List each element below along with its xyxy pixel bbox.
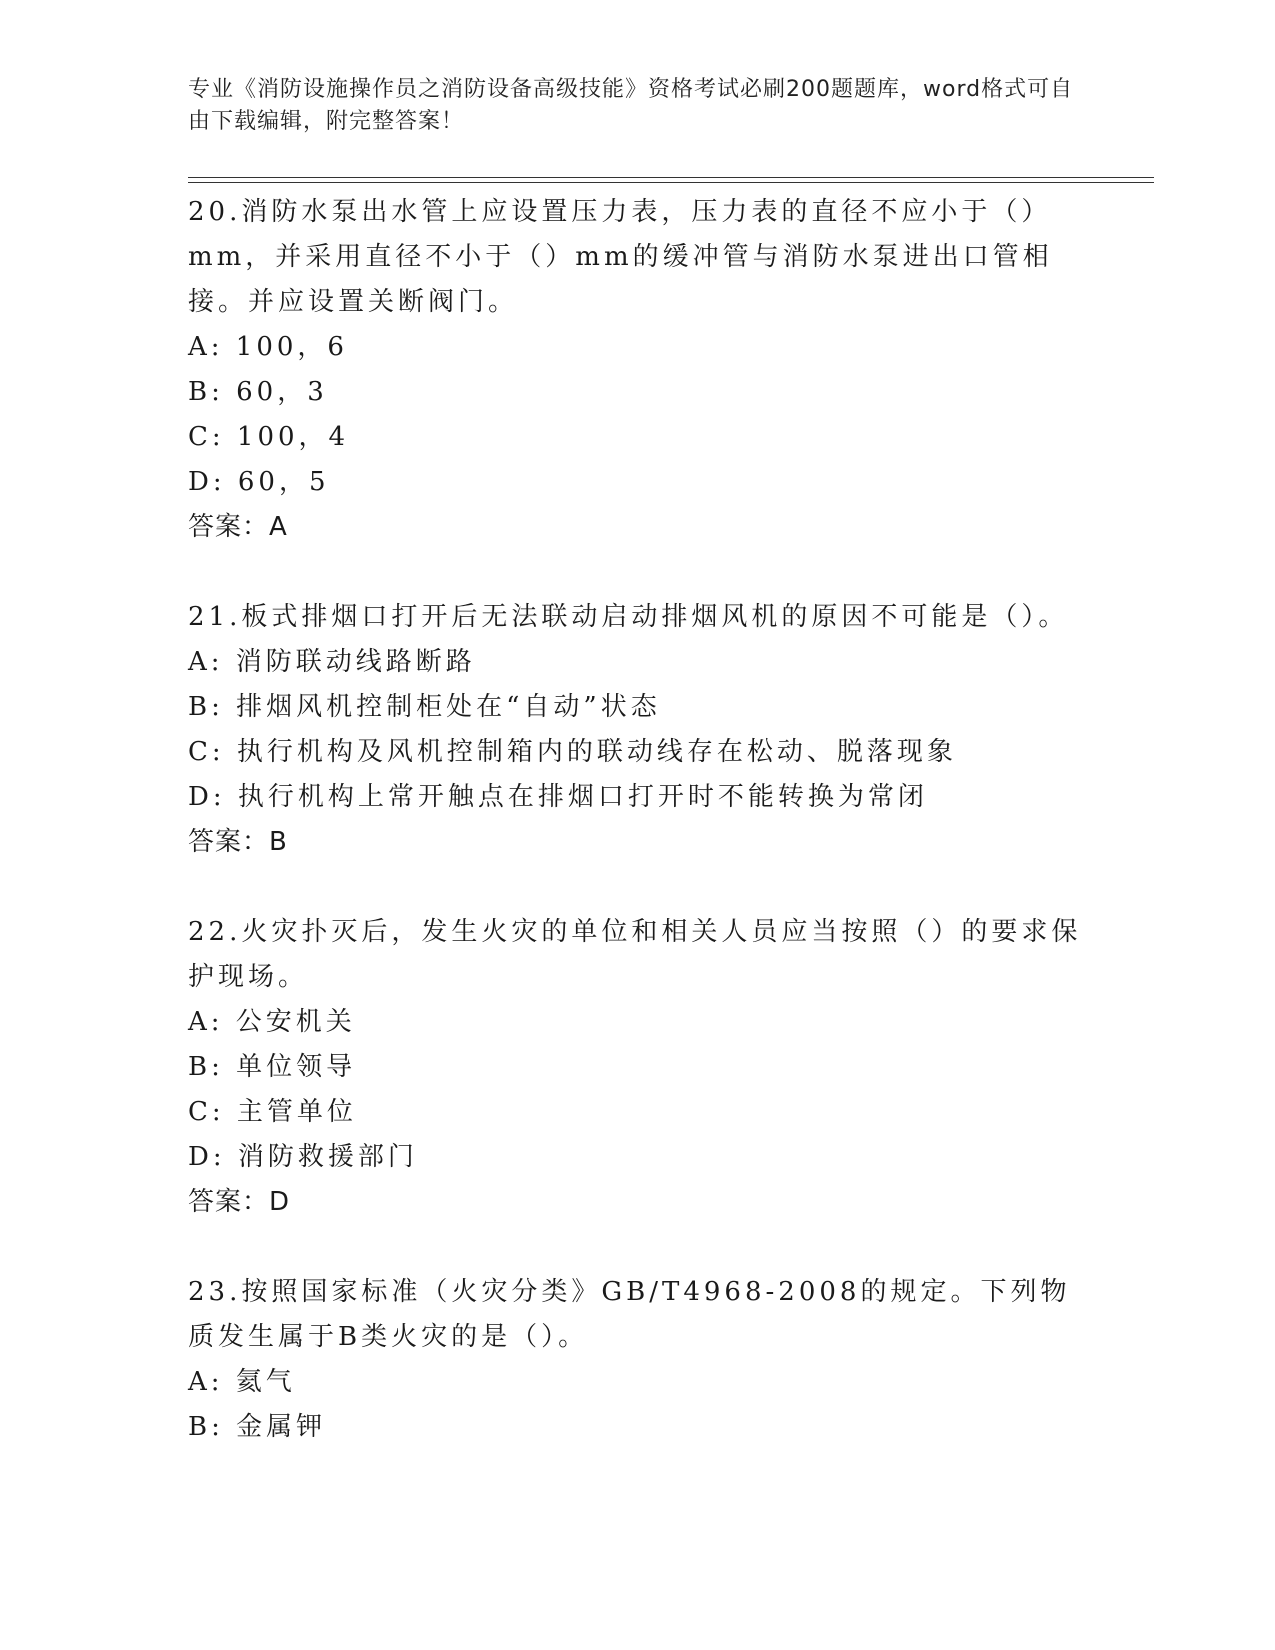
answer-line: 答案：A — [188, 512, 288, 542]
option-b: B: 60，3 — [188, 377, 328, 407]
option-b: B: 排烟风机控制柜处在“自动”状态 — [188, 692, 661, 722]
option-a: A: 消防联动线路断路 — [188, 647, 476, 677]
question-list — [188, 190, 1088, 1450]
header-divider-top — [188, 177, 1154, 178]
question-22 — [188, 910, 1088, 1225]
answer-line: 答案：D — [188, 1187, 291, 1217]
question-20 — [188, 190, 1088, 550]
page-header: 专业《消防设施操作员之消防设备高级技能》资格考试必刷200题题库，word格式可自由下载编辑，附完整答案！ — [188, 77, 1074, 134]
option-c: C: 执行机构及风机控制箱内的联动线存在松动、脱落现象 — [188, 737, 957, 767]
question-spacer — [188, 550, 1088, 595]
question-stem: 20.消防水泵出水管上应设置压力表，压力表的直径不应小于（）mm，并采用直径不小于（）mm的缓冲管与消防水泵进出口管相接。并应设置关断阀门。 — [188, 197, 1053, 317]
option-b: B: 单位领导 — [188, 1052, 357, 1082]
option-b: B: 金属钾 — [188, 1412, 327, 1442]
header-divider-bottom — [188, 182, 1154, 183]
question-spacer — [188, 865, 1088, 910]
question-21 — [188, 595, 1088, 865]
option-a: A: 氦气 — [188, 1367, 296, 1397]
question-stem: 21.板式排烟口打开后无法联动启动排烟风机的原因不可能是（）。 — [188, 602, 1069, 632]
option-a: A: 100，6 — [188, 332, 348, 362]
option-c: C: 主管单位 — [188, 1097, 357, 1127]
answer-line: 答案：B — [188, 827, 288, 857]
question-stem: 22.火灾扑灭后，发生火灾的单位和相关人员应当按照（）的要求保护现场。 — [188, 917, 1082, 992]
question-stem: 23.按照国家标准（火灾分类》GB/T4968-2008的规定。下列物质发生属于B类火灾的是（）。 — [188, 1277, 1071, 1352]
question-23 — [188, 1270, 1088, 1450]
option-d: D: 消防救援部门 — [188, 1142, 418, 1172]
option-c: C: 100，4 — [188, 422, 350, 452]
option-d: D: 60，5 — [188, 467, 330, 497]
question-spacer — [188, 1225, 1088, 1270]
option-d: D: 执行机构上常开触点在排烟口打开时不能转换为常闭 — [188, 782, 928, 812]
option-a: A: 公安机关 — [188, 1007, 356, 1037]
